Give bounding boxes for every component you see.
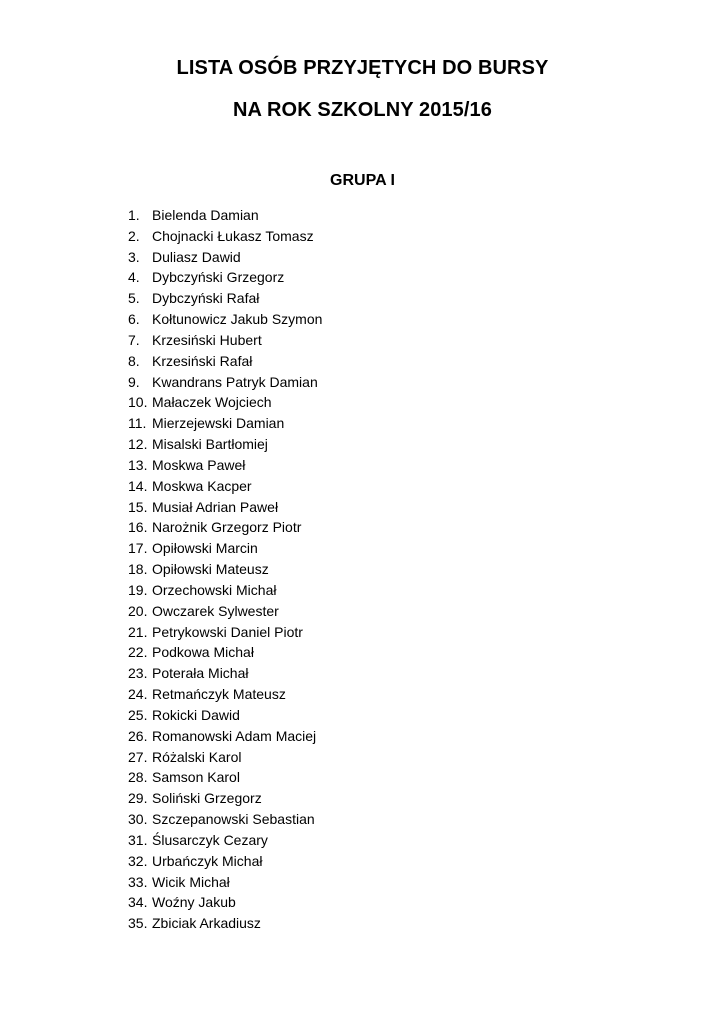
list-item bbox=[128, 601, 322, 622]
list-item-name: Soliński Grzegorz bbox=[152, 790, 262, 807]
list-item-number: 35. bbox=[128, 915, 148, 932]
list-item-number: 10. bbox=[128, 394, 148, 411]
list-item-number: 9. bbox=[128, 373, 140, 390]
list-item-number: 6. bbox=[128, 311, 140, 328]
list-item bbox=[128, 580, 322, 601]
list-item-number: 13. bbox=[128, 456, 148, 473]
list-item bbox=[128, 663, 322, 684]
list-item bbox=[128, 538, 322, 559]
list-item-number: 26. bbox=[128, 727, 148, 744]
list-item-number: 15. bbox=[128, 498, 148, 515]
list-item-name: Retmańczyk Mateusz bbox=[152, 686, 286, 703]
list-item-name: Urbańczyk Michał bbox=[152, 852, 263, 869]
list-item bbox=[128, 372, 322, 393]
list-item-name: Petrykowski Daniel Piotr bbox=[152, 623, 303, 640]
list-item-name: Dybczyński Rafał bbox=[152, 290, 260, 307]
list-item bbox=[128, 851, 322, 872]
list-item bbox=[128, 684, 322, 705]
list-item bbox=[128, 622, 322, 643]
list-item-name: Podkowa Michał bbox=[152, 644, 254, 661]
list-item bbox=[128, 913, 322, 934]
list-item-name: Opiłowski Marcin bbox=[152, 540, 258, 557]
list-item-name: Kwandrans Patryk Damian bbox=[152, 373, 318, 390]
list-item-name: Wicik Michał bbox=[152, 873, 230, 890]
list-item-number: 27. bbox=[128, 748, 148, 765]
list-item bbox=[128, 767, 322, 788]
list-item-number: 3. bbox=[128, 248, 140, 265]
list-item bbox=[128, 517, 322, 538]
list-item-number: 28. bbox=[128, 769, 148, 786]
list-item-name: Opiłowski Mateusz bbox=[152, 561, 269, 578]
list-item bbox=[128, 476, 322, 497]
list-item bbox=[128, 642, 322, 663]
list-item-number: 29. bbox=[128, 790, 148, 807]
list-item-number: 14. bbox=[128, 477, 148, 494]
list-item-name: Kołtunowicz Jakub Szymon bbox=[152, 311, 323, 328]
list-item bbox=[128, 288, 322, 309]
list-item bbox=[128, 892, 322, 913]
list-item bbox=[128, 205, 322, 226]
list-item-name: Musiał Adrian Paweł bbox=[152, 498, 279, 515]
list-item-number: 30. bbox=[128, 811, 148, 828]
list-item-name: Zbiciak Arkadiusz bbox=[152, 915, 261, 932]
list-item-name: Różalski Karol bbox=[152, 748, 242, 765]
list-item-number: 2. bbox=[128, 227, 140, 244]
list-item bbox=[128, 330, 322, 351]
list-item-number: 7. bbox=[128, 331, 140, 348]
list-item-number: 5. bbox=[128, 290, 140, 307]
list-item-name: Ślusarczyk Cezary bbox=[152, 831, 268, 848]
list-item-name: Moskwa Kacper bbox=[152, 477, 252, 494]
document-title-line-1: LISTA OSÓB PRZYJĘTYCH DO BURSY bbox=[176, 57, 549, 79]
list-item-name: Romanowski Adam Maciej bbox=[152, 727, 317, 744]
list-item-number: 20. bbox=[128, 602, 148, 619]
list-item-name: Krzesiński Hubert bbox=[152, 331, 262, 348]
list-item bbox=[128, 497, 322, 518]
list-item-name: Chojnacki Łukasz Tomasz bbox=[152, 227, 314, 244]
list-item bbox=[128, 267, 322, 288]
list-item-number: 21. bbox=[128, 623, 148, 640]
list-item-number: 17. bbox=[128, 540, 148, 557]
list-item-number: 19. bbox=[128, 581, 148, 598]
list-item-number: 1. bbox=[128, 207, 140, 223]
list-item bbox=[128, 392, 322, 413]
list-item bbox=[128, 788, 322, 809]
list-item bbox=[128, 747, 322, 768]
list-item-number: 16. bbox=[128, 519, 148, 536]
list-item-number: 11. bbox=[128, 415, 147, 432]
list-item-name: Owczarek Sylwester bbox=[152, 602, 279, 619]
list-item-number: 4. bbox=[128, 269, 140, 286]
list-item-number: 8. bbox=[128, 352, 140, 369]
list-item-number: 31. bbox=[128, 831, 148, 848]
list-item bbox=[128, 872, 322, 893]
list-item-name: Duliasz Dawid bbox=[152, 248, 241, 265]
list-item-name: Małaczek Wojciech bbox=[152, 394, 272, 411]
list-item bbox=[128, 809, 322, 830]
list-item bbox=[128, 455, 322, 476]
list-item-name: Krzesiński Rafał bbox=[152, 352, 253, 369]
list-item-number: 32. bbox=[128, 852, 148, 869]
list-item-number: 12. bbox=[128, 436, 148, 453]
list-item-name: Poterała Michał bbox=[152, 665, 249, 682]
list-item bbox=[128, 726, 322, 747]
list-item bbox=[128, 247, 322, 268]
list-item bbox=[128, 559, 322, 580]
list-item-number: 18. bbox=[128, 561, 148, 578]
list-item bbox=[128, 830, 322, 851]
list-item bbox=[128, 351, 322, 372]
list-item-name: Mierzejewski Damian bbox=[152, 415, 285, 432]
list-item-number: 24. bbox=[128, 686, 148, 703]
list-item-number: 22. bbox=[128, 644, 148, 661]
list-item bbox=[128, 309, 322, 330]
list-item-number: 23. bbox=[128, 665, 148, 682]
list-item-number: 25. bbox=[128, 706, 148, 723]
list-item-name: Dybczyński Grzegorz bbox=[152, 269, 285, 286]
list-item-name: Samson Karol bbox=[152, 769, 240, 786]
document-title-line-2: NA ROK SZKOLNY 2015/16 bbox=[233, 99, 492, 121]
group-heading: GRUPA I bbox=[330, 172, 395, 189]
list-item bbox=[128, 413, 322, 434]
list-item bbox=[128, 705, 322, 726]
list-item-name: Woźny Jakub bbox=[152, 894, 236, 911]
list-item bbox=[128, 434, 322, 455]
student-list bbox=[128, 205, 322, 934]
list-item-name: Rokicki Dawid bbox=[152, 706, 240, 723]
list-item-name: Narożnik Grzegorz Piotr bbox=[152, 519, 302, 536]
list-item-number: 34. bbox=[128, 894, 148, 911]
list-item-name: Szczepanowski Sebastian bbox=[152, 811, 315, 828]
list-item bbox=[128, 226, 322, 247]
list-item-name: Moskwa Paweł bbox=[152, 456, 246, 473]
list-item-name: Bielenda Damian bbox=[152, 207, 259, 223]
list-item-name: Misalski Bartłomiej bbox=[152, 436, 268, 453]
list-item-name: Orzechowski Michał bbox=[152, 581, 277, 598]
list-item-number: 33. bbox=[128, 873, 148, 890]
